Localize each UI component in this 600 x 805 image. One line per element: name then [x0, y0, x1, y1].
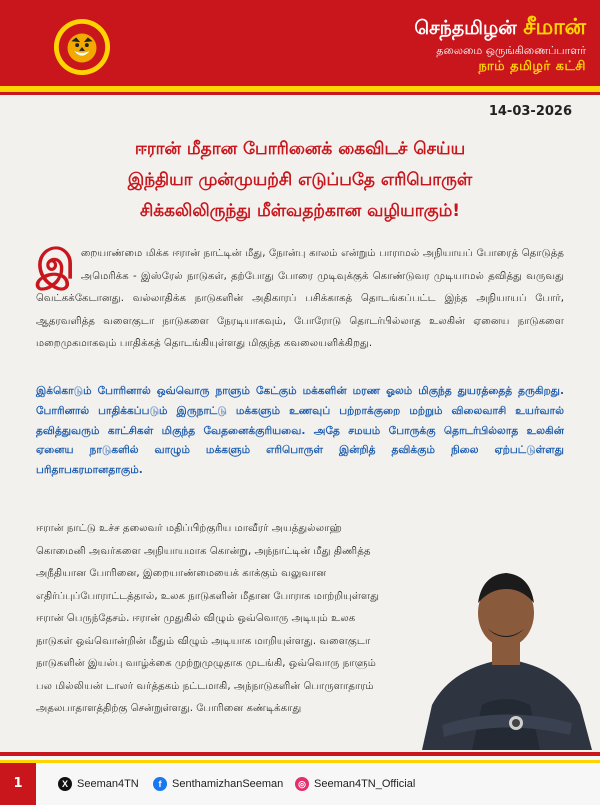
party-name: நாம் தமிழர் கட்சி — [478, 59, 586, 74]
statement-date: 14-03-2026 — [488, 104, 572, 119]
title-line-1: ஈரான் மீதான போரினைக் கைவிடச் செய்ய — [134, 139, 466, 159]
x-twitter-icon: X — [58, 777, 72, 791]
drop-cap: இ — [36, 242, 75, 288]
brand-role: தலைமை ஒருங்கிணைப்பாளர் — [436, 44, 586, 57]
twitter-handle: Seeman4TN — [77, 778, 139, 790]
brand-first-name: செந்தமிழன் — [414, 17, 517, 39]
paragraph-2-highlight: இக்கொடும் போரினால் ஒவ்வொரு நாளும் கேட்கும் மக்களின் மரண ஓலம் மிகுந்த துயரத்தைத் தருகிறது. போரினால் பாதிக்கப்படும் இருநாட்டு மக்களும் உணவுப் பற்றாக்குறை மற்றும் விலைவாசி உயர்வால் தவித்துவரும் காட்சிகள் மிகுந்த வேதனைக்குரியவை. அதே சமயம் போருக்கு தொடர்பில்லாத உலகின் ஏனைய நாடுகளில் வாழும் மக்களும் எரிபொருள் இன்றித் தவிக்கும் நிலை ஏற்பட்டுள்ளது பரிதாபகரமானதாகும். — [36, 385, 564, 477]
header-red-stripe — [0, 92, 600, 95]
facebook-handle-link[interactable] — [153, 777, 283, 791]
footer-yellow-stripe — [0, 760, 600, 763]
page-number: 1 — [0, 763, 36, 805]
paragraph-3: ஈரான் நாட்டு உச்ச தலைவர் மதிப்பிற்குரிய மாவீரர் அயத்துல்லாஹ் கொமைனி அவர்களை அநியாயமாக கொன்று, அந்நாட்டின் மீது திணித்த அநீதியான போரினை, இறையாண்மையைக் காக்கும் வலுவான எதிர்ப்புப்போராட்டத்தால், உலக நாடுகளின் மீதான போராக மாற்றியுள்ளது ஈரான் பெருந்தேசம். ஈரான் முதுகில் விழும் ஒவ்வொரு அடியும் உலக நாடுகள் ஒவ்வொன்றின் மீதும் விழும் அடியாக மாறியுள்ளது. வளைகுடா நாடுகளின் இயல்பு வாழ்க்கை முற்றுமுழுதாக முடங்கி, ஒவ்வொரு நாளும் பல மில்லியன் டாலர் வர்த்தகம் நட்டமாகி, அந்நாடுகளின் பொருளாதாரம் அதலபாதாளத்திற்கு சென்றுள்ளது. போரினை கண்டிக்காது — [36, 523, 380, 714]
instagram-icon: ◎ — [295, 777, 309, 791]
paragraph-1-text: றையாண்மை மிக்க ஈரான் நாட்டின் மீது, நோன்பு காலம் என்றும் பாராமல் அநியாயப் போரைத் தொடுத்த அமெரிக்க - இஸ்ரேல் நாடுகள், தற்போது போரை முடிவுக்குக் கொண்டுவர முடியாமல் தவித்து வருவது வெட்கக்கேடானது. வல்லாதிக்க நாடுகளின் அதிகாரப் பசிக்காகத் தொடங்கப்பட்ட இந்த அநியாயப் போர், ஆதரவளித்த வளைகுடா நாடுகளை நேரடியாகவும், போரோடு தொடர்பில்லாத உலகின் ஏனைய நாடுகளை மறைமுகமாகவும் பாதிக்கத் தொடங்கியுள்ளது மிகுந்த கவலையளிக்கிறது. — [36, 248, 564, 349]
tiger-emblem-icon — [53, 18, 111, 76]
brand-leader-name: சீமான் — [523, 15, 586, 40]
twitter-handle-link[interactable] — [58, 777, 139, 791]
leader-portrait — [412, 555, 600, 750]
brand-name — [326, 16, 586, 40]
facebook-handle: SenthamizhanSeeman — [172, 778, 284, 790]
brand-block — [326, 16, 586, 76]
paragraph-1 — [36, 243, 564, 356]
instagram-handle: Seeman4TN_Official — [314, 778, 416, 790]
title-line-3: சிக்கலிலிருந்து மீள்வதற்கான வழியாகும்! — [139, 201, 461, 221]
facebook-icon: f — [153, 777, 167, 791]
header-banner — [0, 0, 600, 95]
instagram-handle-link[interactable] — [295, 777, 415, 791]
footer-bar — [0, 752, 600, 805]
statement-title — [30, 134, 570, 227]
title-line-2: இந்தியா முன்முயற்சி எடுப்பதே எரிபொருள் — [127, 170, 473, 190]
